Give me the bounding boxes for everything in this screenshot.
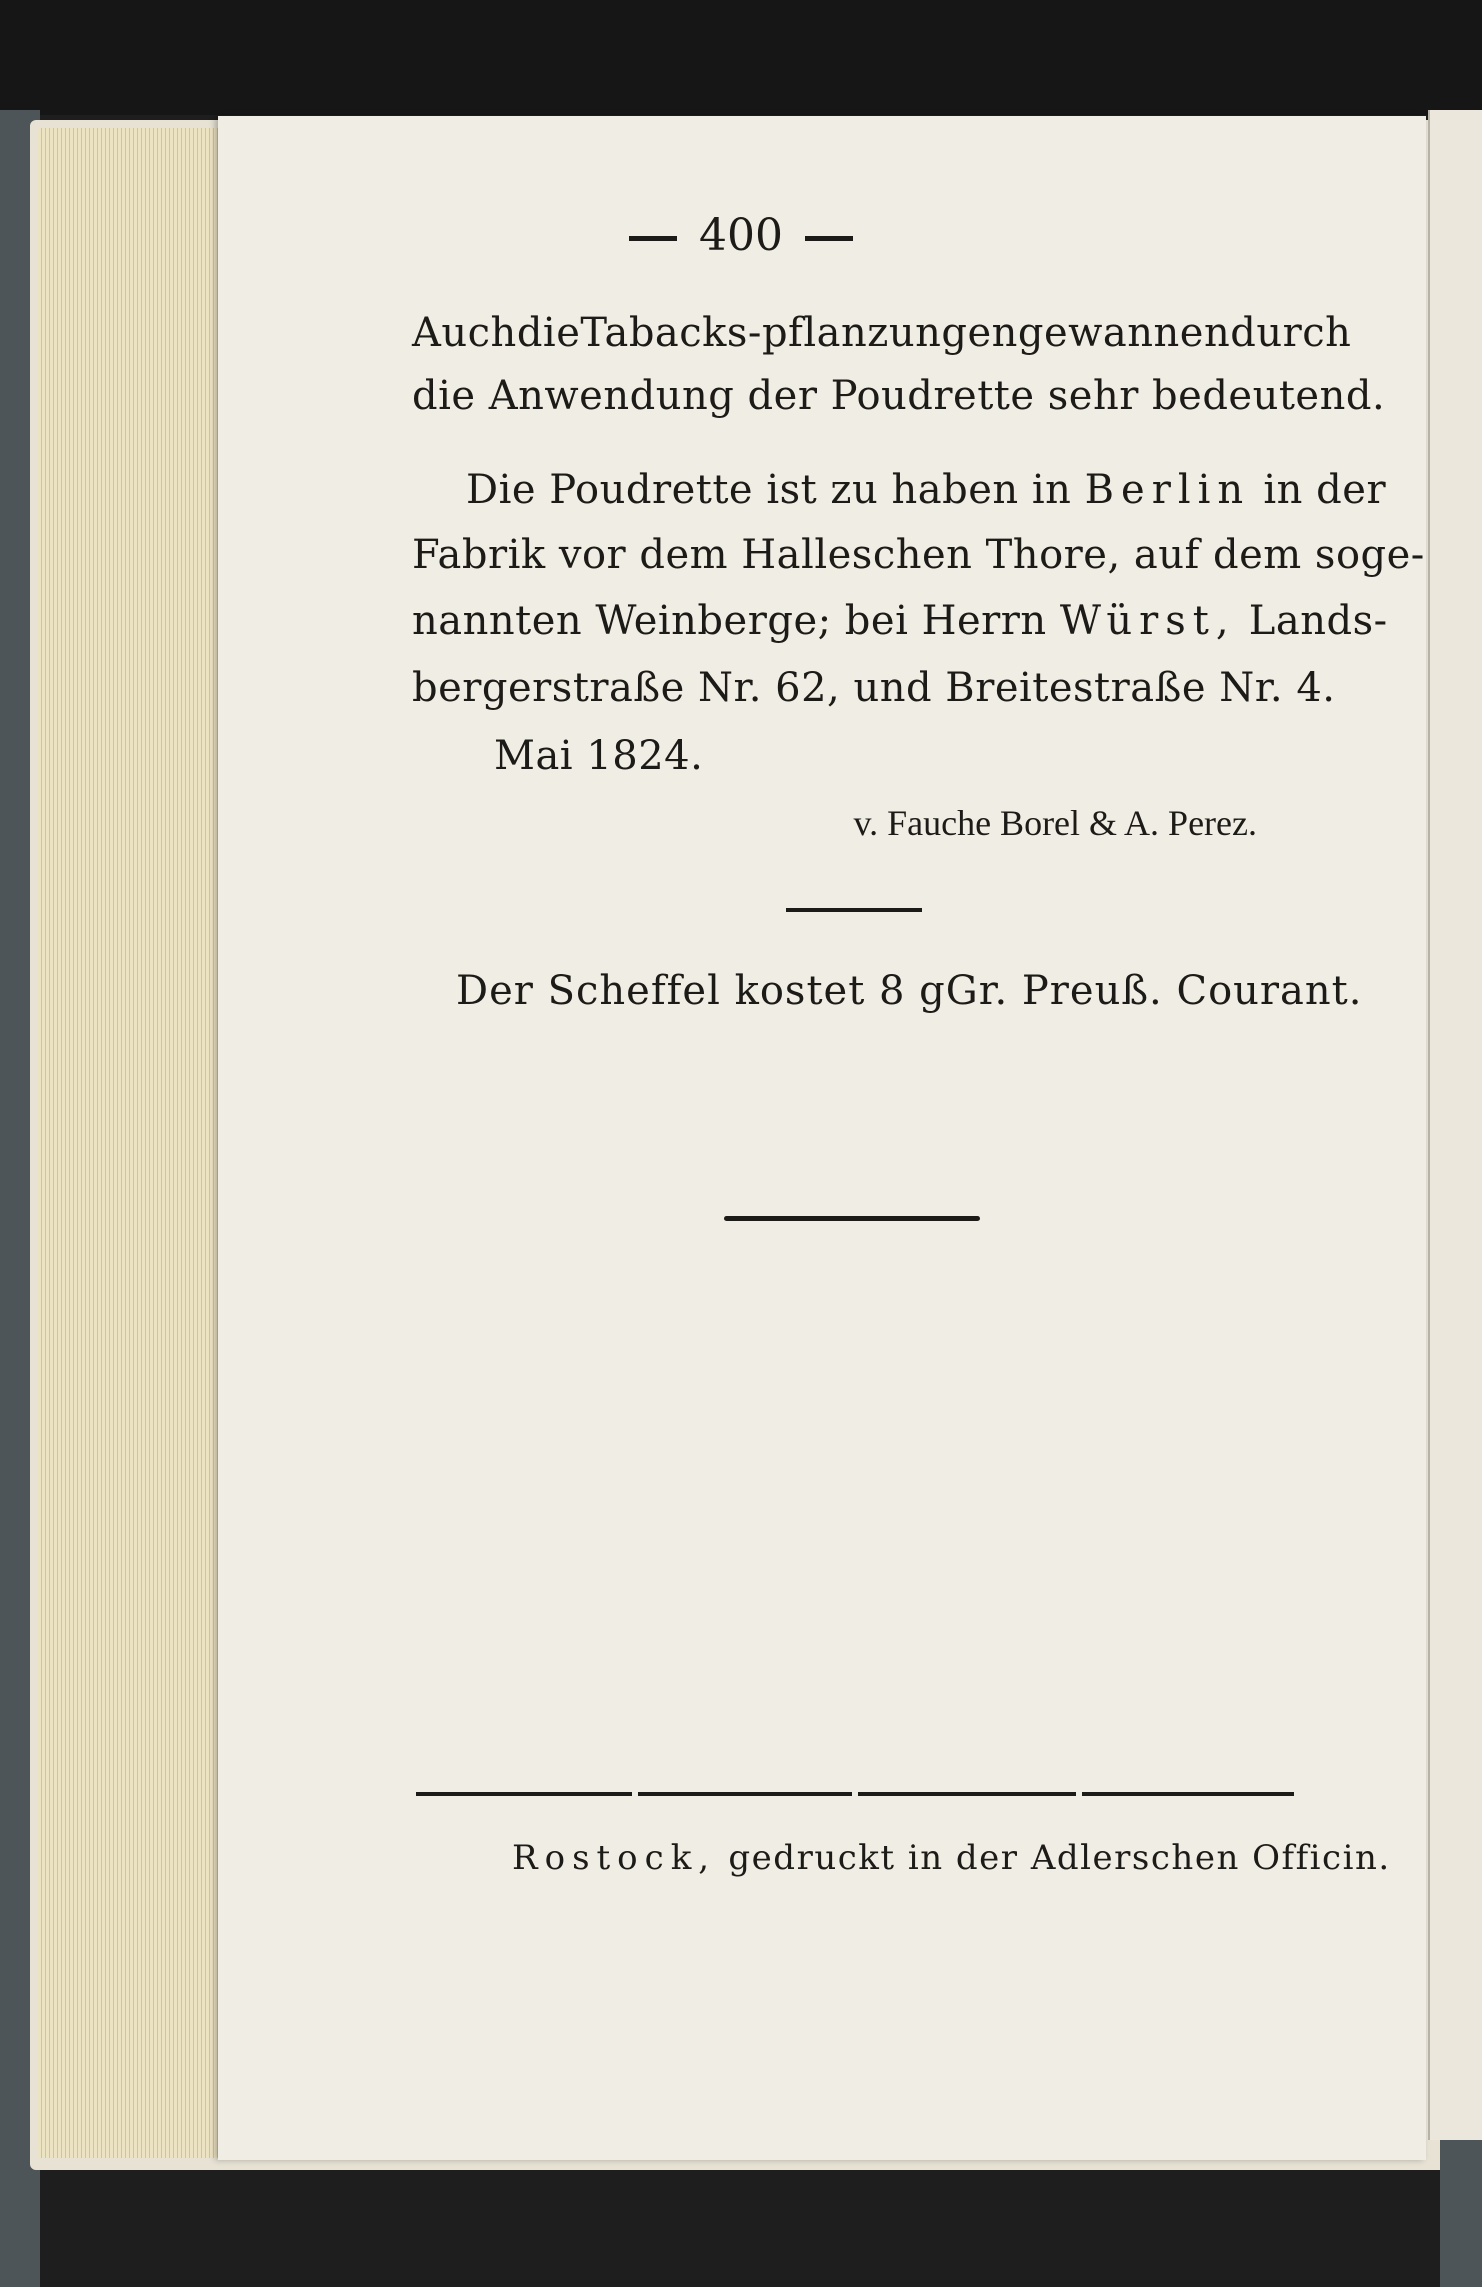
- footer-rule-segment: [1082, 1792, 1294, 1796]
- imprint-text: gedruckt in der Adlerschen Officin.: [728, 1838, 1391, 1878]
- footer-rule-segment: [416, 1792, 632, 1796]
- page-number-dash-right: [805, 236, 853, 241]
- page-number-line: [0, 210, 1482, 261]
- word: Auch: [412, 310, 517, 356]
- footer-rule-segment: [638, 1792, 852, 1796]
- date-line: Mai 1824.: [494, 733, 704, 779]
- divider-ornament: [724, 1216, 980, 1221]
- page-number-dash-left: [629, 236, 677, 241]
- imprint-city: Rostock,: [512, 1838, 717, 1878]
- city-name: Berlin: [1084, 467, 1251, 513]
- paragraph1-line1: [412, 310, 1352, 356]
- person-name: Würst,: [1059, 598, 1236, 644]
- paragraph1-line2: die Anwendung der Poudrette sehr bedeutend.: [412, 373, 1386, 419]
- page-number: 400: [699, 210, 783, 261]
- price-line: Der Scheffel kostet 8 gGr. Preuß. Courant.: [456, 968, 1363, 1014]
- paragraph2-line4: bergerstraße Nr. 62, und Breitestraße Nr. 4.: [412, 665, 1336, 711]
- text-segment: Die Poudrette ist zu haben in: [466, 467, 1072, 513]
- paragraph2-line1: [466, 467, 1386, 513]
- text-segment: in der: [1263, 467, 1387, 513]
- paragraph2-line2: Fabrik vor dem Halleschen Thore, auf dem soge-: [412, 532, 1425, 578]
- page-edges: [38, 128, 228, 2158]
- word: gewannen: [1017, 310, 1231, 356]
- divider-short: [786, 908, 922, 912]
- text-segment: Lands-: [1248, 598, 1388, 644]
- book-binding-right: [1440, 2140, 1482, 2287]
- facing-page-edge: [1428, 110, 1482, 2140]
- footer-rule-segment: [858, 1792, 1076, 1796]
- text-segment: nannten Weinberge; bei Herrn: [412, 598, 1047, 644]
- background-top: [0, 0, 1482, 115]
- imprint-line: [512, 1838, 1391, 1878]
- word: Tabacks-pflanzungen: [580, 310, 1018, 356]
- word: die: [516, 310, 581, 356]
- signature: v. Fauche Borel & A. Perez.: [853, 803, 1257, 843]
- word: durch: [1230, 310, 1352, 356]
- paragraph2-line3: [412, 598, 1388, 644]
